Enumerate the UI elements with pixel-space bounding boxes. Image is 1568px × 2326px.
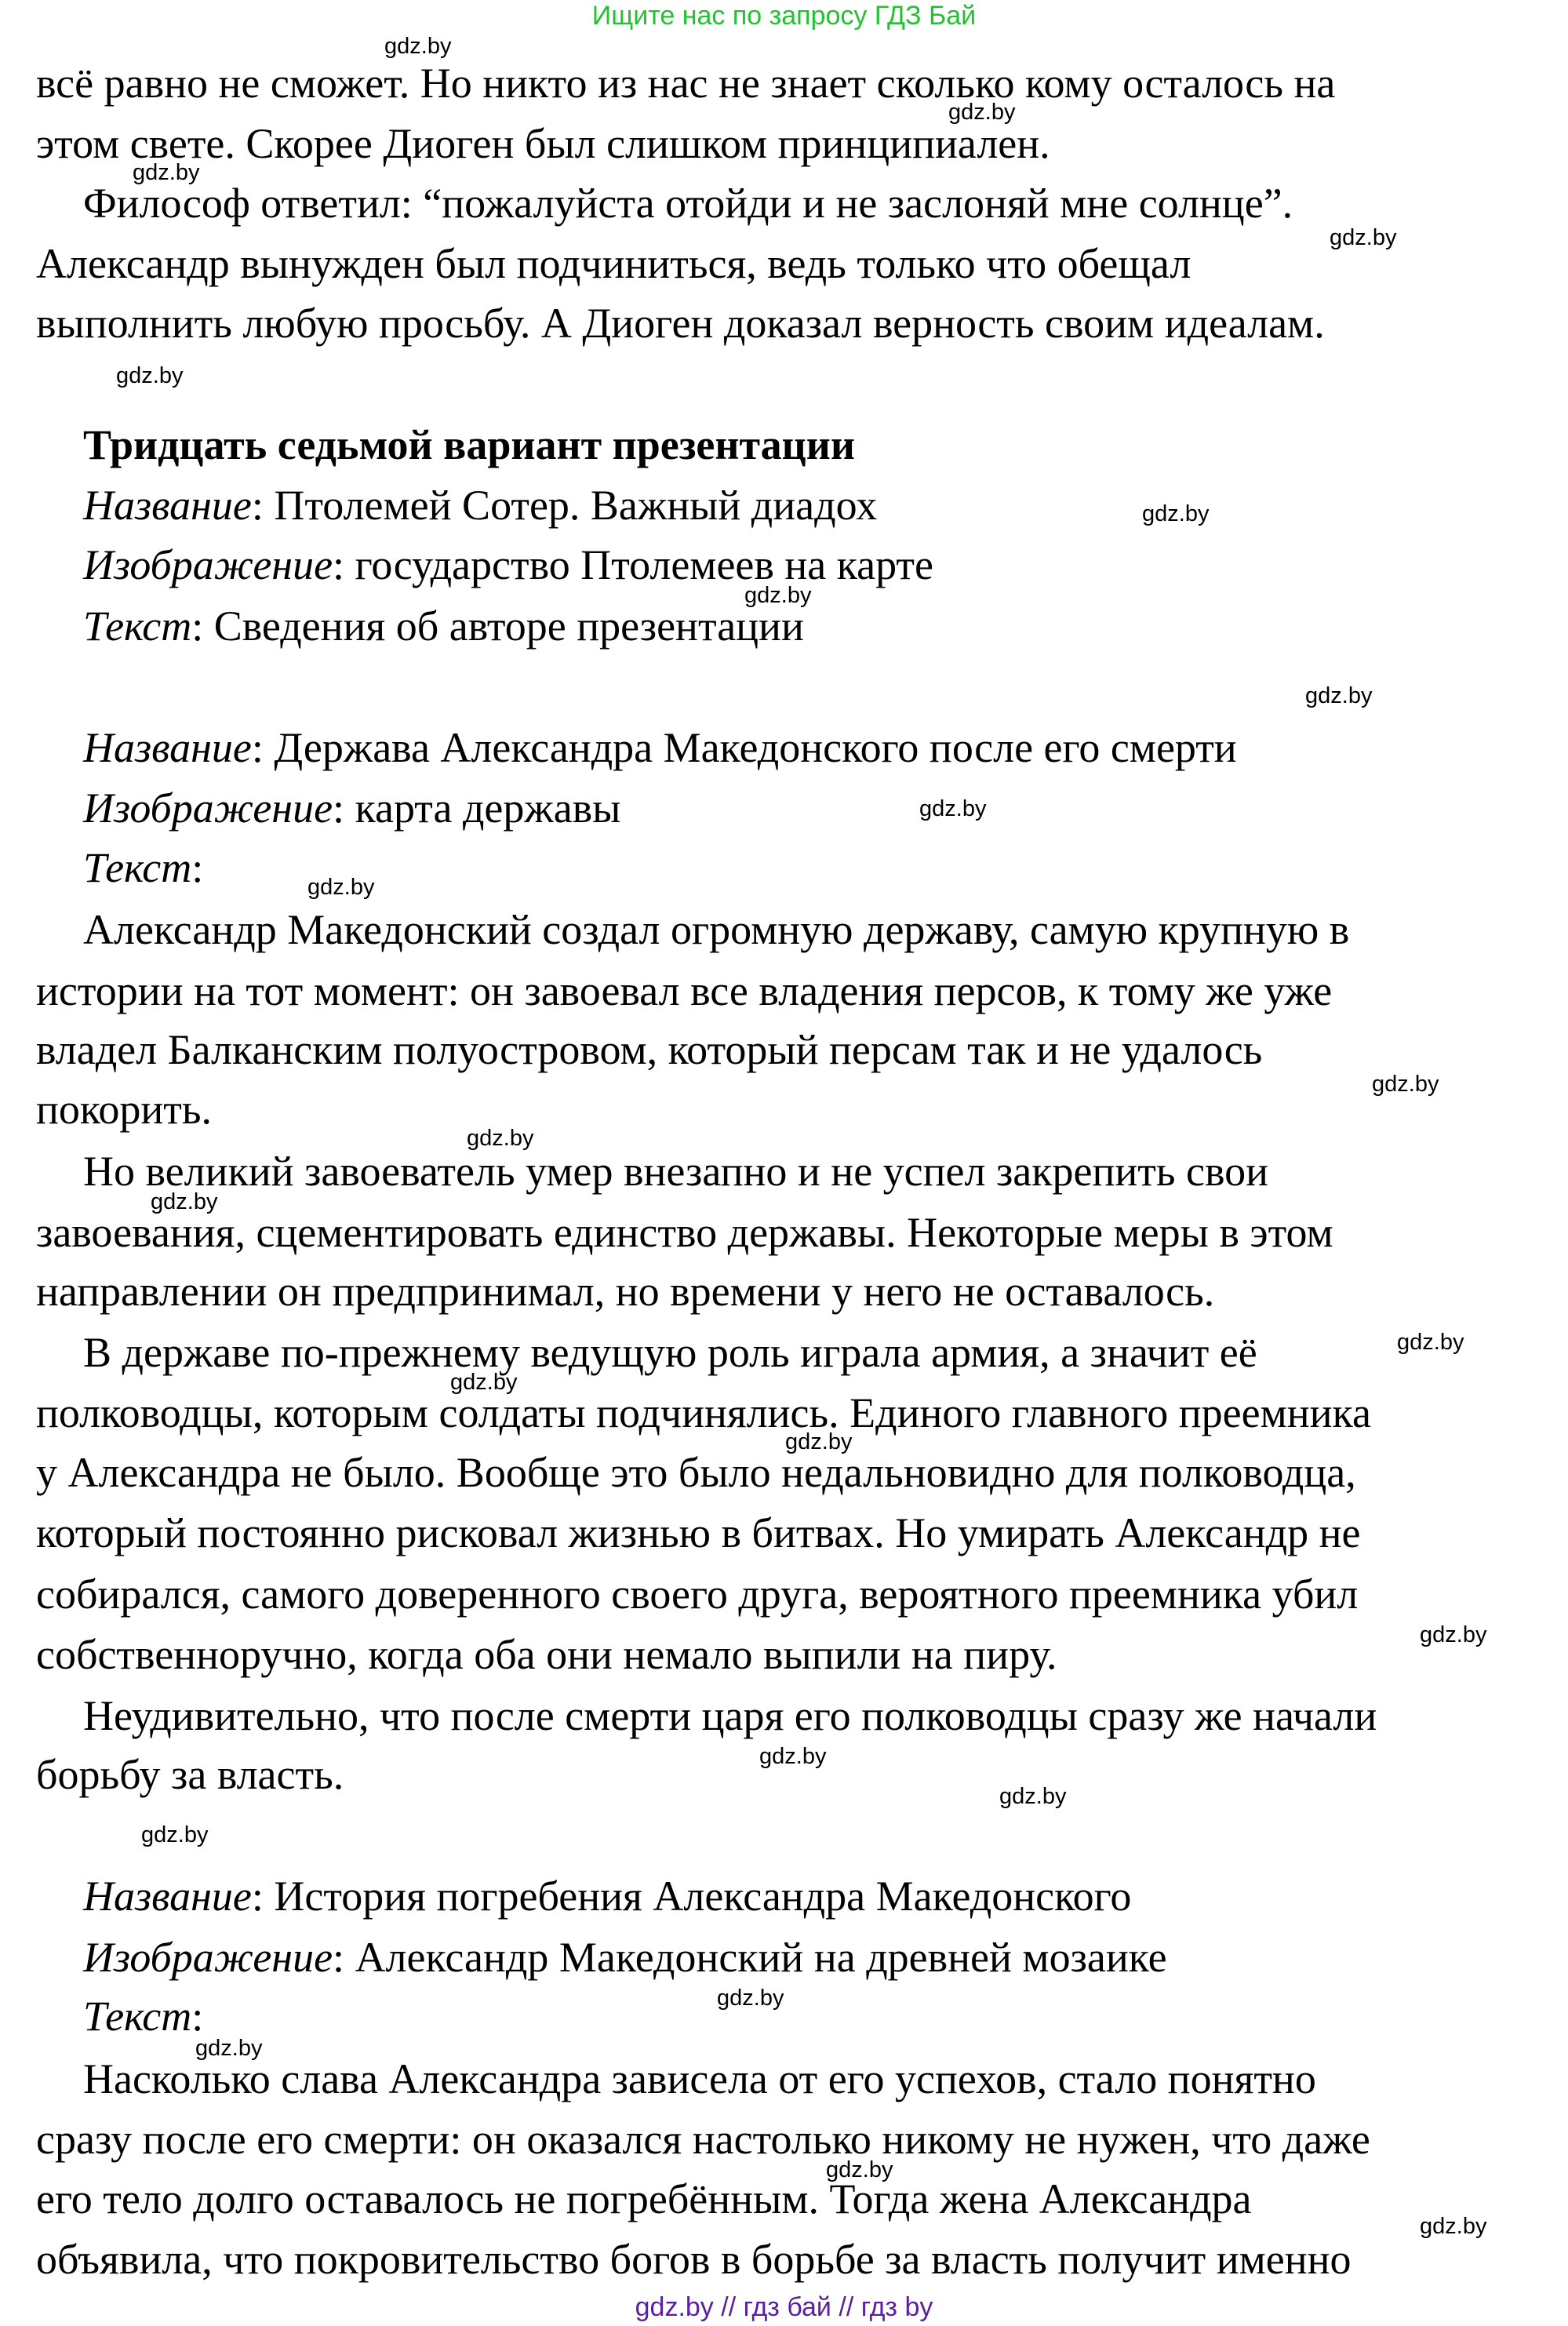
colon: : [191,844,204,891]
slide3-image [83,1934,1167,1981]
text-line: всё равно не сможет. Но никто из нас не знает сколько кому осталось на [36,60,1336,107]
value: Птолемей Сотер. Важный диадох [263,482,878,529]
watermark: gdz.by [141,1822,209,1847]
text-line: владел Балканским полуостровом, который персам так и не удалось [36,1026,1263,1073]
label-image: Изображение [83,1934,333,1981]
label-image: Изображение [83,784,333,832]
watermark: gdz.by [1330,225,1397,250]
text-line: Неудивительно, что после смерти царя его полководцы сразу же начали [83,1692,1377,1739]
label-image: Изображение [83,541,333,588]
value: Держава Александра Македонского после его смерти [263,724,1237,771]
label-name: Название [83,724,252,771]
text-line: выполнить любую просьбу. А Диоген доказал верность своим идеалам. [36,300,1325,347]
watermark: gdz.by [307,875,375,900]
watermark: gdz.by [1420,2214,1487,2239]
text-line: объявила, что покровительство богов в борьбе за власть получит именно [36,2236,1352,2283]
watermark: gdz.by [195,2036,263,2061]
slide1-name [83,482,877,529]
colon: : [191,1993,204,2040]
slide1-text [83,602,804,650]
text-line: собирался, самого доверенного своего друга, вероятного преемника убил [36,1571,1359,1618]
header-banner[interactable]: Ищите нас по запросу ГДЗ Бай [591,1,977,31]
watermark: gdz.by [717,1986,784,2011]
section-title: Тридцать седьмой вариант презентации [83,421,856,468]
value: карта державы [344,784,621,832]
watermark: gdz.by [1142,501,1210,526]
colon: : [251,724,264,771]
text-line: собственноручно, когда оба они немало выпили на пиру. [36,1631,1057,1678]
slide2-text [83,844,203,891]
slide1-image [83,541,933,588]
watermark: gdz.by [999,1784,1067,1809]
text-line: Но великий завоеватель умер внезапно и не успел закрепить свои [83,1148,1268,1195]
text-line: который постоянно рисковал жизнью в битвах. Но умирать Александр не [36,1509,1361,1556]
watermark: gdz.by [151,1189,218,1214]
text-line: завоевания, сцементировать единство державы. Некоторые меры в этом [36,1209,1333,1256]
text-line: этом свете. Скорее Диоген был слишком принципиален. [36,120,1050,167]
colon: : [333,1934,345,1981]
watermark: gdz.by [1420,1622,1487,1647]
watermark: gdz.by [1372,1072,1439,1097]
footer-banner[interactable]: gdz.by // гдз бай // гдз by [635,2292,933,2322]
text-line: покорить. [36,1086,213,1133]
slide3-name [83,1873,1131,1920]
slide2-image [83,784,620,832]
label-text: Текст [83,602,192,650]
text-line: борьбу за власть. [36,1751,344,1798]
watermark: gdz.by [450,1370,518,1395]
text-line: Философ ответил: “пожалуйста отойди и не заслоняй мне солнце”. [83,180,1293,227]
text-line: Александр вынужден был подчиниться, ведь только что обещал [36,240,1191,287]
watermark: gdz.by [919,796,987,821]
text-line: истории на тот момент: он завоевал все владения персов, к тому же уже [36,967,1333,1014]
colon: : [251,482,264,529]
colon: : [251,1873,264,1920]
watermark: gdz.by [384,34,452,59]
watermark: gdz.by [133,160,200,185]
watermark: gdz.by [948,100,1016,125]
watermark: gdz.by [116,363,184,388]
watermark: gdz.by [826,2157,893,2182]
watermark: gdz.by [759,1744,827,1769]
text-line: Насколько слава Александра зависела от его успехов, стало понятно [83,2055,1316,2102]
value: История погребения Александра Македонского [263,1873,1132,1920]
value: государство Птолемеев на карте [344,541,933,588]
label-name: Название [83,482,252,529]
watermark: gdz.by [1305,683,1373,708]
value: Сведения об авторе презентации [203,602,804,650]
watermark: gdz.by [467,1126,534,1151]
watermark: gdz.by [1397,1330,1464,1355]
watermark: gdz.by [785,1429,853,1454]
colon: : [333,784,345,832]
text-line: В державе по-прежнему ведущую роль играла армия, а значит её [83,1329,1257,1376]
label-text: Текст [83,1993,192,2040]
text-line: у Александра не было. Вообще это было недальновидно для полководца, [36,1449,1356,1496]
text-line: полководцы, которым солдаты подчинялись. Единого главного преемника [36,1389,1371,1436]
text-line: направлении он предпринимал, но времени у него не оставалось. [36,1268,1215,1315]
value: Александр Македонский на древней мозаике [344,1934,1167,1981]
text-line: его тело долго оставалось не погребённым. Тогда жена Александра [36,2175,1252,2222]
slide2-name [83,724,1237,771]
text-line: Александр Македонский создал огромную державу, самую крупную в [83,906,1350,953]
watermark: gdz.by [744,583,812,608]
label-name: Название [83,1873,252,1920]
colon: : [191,602,204,650]
slide3-text [83,1993,203,2040]
colon: : [333,541,345,588]
text-line: сразу после его смерти: он оказался настолько никому не нужен, что даже [36,2116,1370,2163]
label-text: Текст [83,844,192,891]
